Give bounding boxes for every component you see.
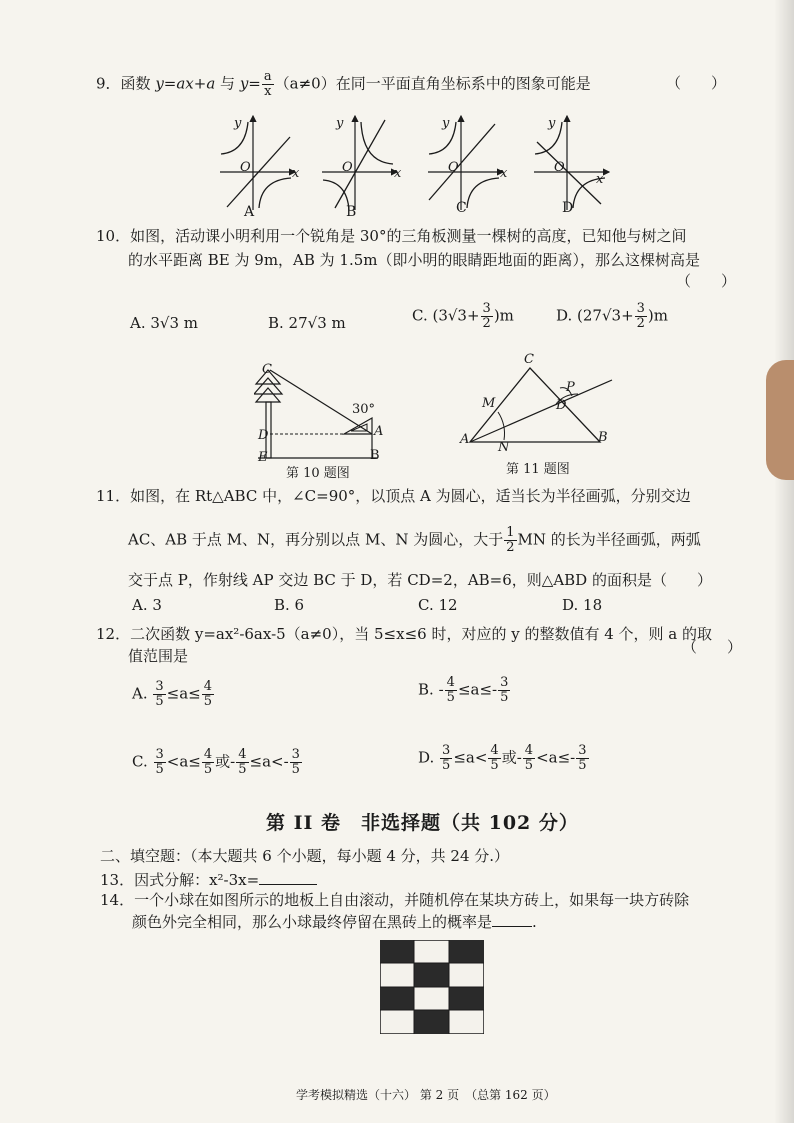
graph-c xyxy=(428,116,503,210)
fig10-point-a: A xyxy=(374,424,384,439)
q10-answer-paren: （ ） xyxy=(676,272,737,290)
graph-d-y-label: y xyxy=(548,116,556,131)
graph-c-y-label: y xyxy=(442,116,450,131)
graph-c-x-label: x xyxy=(500,166,508,181)
q10-option-d: D. (27√3+ $\frac{3}{2}$ )m xyxy=(556,301,668,331)
fig10-caption: 第 10 题图 xyxy=(286,466,350,481)
q11-line2: AC、AB 于点 M、N，再分别以点 M、N 为圆心，大于 $\frac{1}{2}$ MN 的长为半径画弧，两弧 xyxy=(128,525,701,555)
fig11-point-d: D xyxy=(556,398,567,413)
graph-c-label: C xyxy=(456,200,467,216)
fig11-point-p: P xyxy=(566,380,575,395)
q11-line3: 交于点 P，作射线 AP 交边 BC 于 D，若 CD=2，AB=6，则△ABD 的面积是（ ） xyxy=(128,571,712,589)
graph-b-y-label: y xyxy=(336,116,344,131)
graph-d-label: D xyxy=(562,200,574,216)
fig10-point-d: D xyxy=(258,428,269,443)
fig11-point-m: M xyxy=(482,396,496,411)
graph-d-origin: O xyxy=(554,160,565,175)
graph-b-origin: O xyxy=(342,160,353,175)
graph-d xyxy=(534,116,609,210)
q11-option-b: B. 6 xyxy=(274,596,305,614)
q9-stem: 9．函数 y=ax+a 与 y= $\frac{a}{x}$ （a≠0）在同一平面直角坐标系中的图象可能是 xyxy=(96,69,591,99)
page-edge-shadow xyxy=(774,0,794,1123)
q12-option-d: D. $\frac{3}{5}$ ≤a< $\frac{4}{5}$ 或- $\frac{4}{5}$ <a≤- $\frac{3}{5}$ xyxy=(418,743,587,773)
q10-line2: 的水平距离 BE 为 9m，AB 为 1.5m（即小明的眼睛距地面的距离），那么这棵树高是 xyxy=(128,251,701,269)
fig10-point-e: E xyxy=(258,450,268,465)
q10-option-c: C. (3√3+ $\frac{3}{2}$ )m xyxy=(412,301,514,331)
graph-b xyxy=(322,116,397,210)
q12-option-c: C. $\frac{3}{5}$ <a≤ $\frac{4}{5}$ 或- $\frac{4}{5}$ ≤a<- $\frac{3}{5}$ xyxy=(132,747,300,777)
graph-a-x-label: x xyxy=(292,166,300,181)
q13-answer-blank[interactable] xyxy=(259,870,317,885)
graph-a-label: A xyxy=(244,204,255,220)
q13: 13．因式分解：x²-3x= xyxy=(100,870,317,890)
q12-line2: 值范围是 xyxy=(128,647,189,665)
q14-line2: 颜色外完全相同，那么小球最终停留在黑砖上的概率是 . xyxy=(132,913,537,931)
graph-a-origin: O xyxy=(240,160,251,175)
q14-answer-blank[interactable] xyxy=(492,912,532,927)
q9-answer-paren: （ ） xyxy=(666,74,727,92)
q12-option-a: A. $\frac{3}{5}$ ≤a≤ $\frac{4}{5}$ xyxy=(132,679,213,709)
q10-option-b: B. 27√3 m xyxy=(268,314,346,332)
q10-line1: 10．如图，活动课小明利用一个锐角是 30°的三角板测量一棵树的高度，已知他与树之间 xyxy=(96,227,687,245)
fig11-point-a: A xyxy=(460,432,470,447)
fig10-point-b: B xyxy=(370,448,380,463)
fig10-point-c: C xyxy=(262,362,272,377)
graph-d-x-label: x xyxy=(596,172,604,187)
page-footer: 学考模拟精选（十六） 第 2 页 （总第 162 页） xyxy=(296,1088,556,1102)
fig10-angle-label: 30° xyxy=(352,402,376,417)
q12-option-b: B. - $\frac{4}{5}$ ≤a≤- $\frac{3}{5}$ xyxy=(418,675,509,705)
fig11-caption: 第 11 题图 xyxy=(506,462,570,477)
thumb-edge xyxy=(766,360,794,480)
q14-tile-floor xyxy=(380,940,484,1034)
fig11-point-c: C xyxy=(524,352,534,367)
graph-c-origin: O xyxy=(448,160,459,175)
q14-line1: 14．一个小球在如图所示的地板上自由滚动，并随机停在某块方砖上，如果每一块方砖除 xyxy=(100,891,690,909)
graph-a-y-label: y xyxy=(234,116,242,131)
fill-in-heading: 二、填空题：（本大题共 6 个小题，每小题 4 分，共 24 分.） xyxy=(100,847,510,865)
q11-option-c: C. 12 xyxy=(418,596,458,614)
graph-b-x-label: x xyxy=(394,166,402,181)
fig11-point-n: N xyxy=(498,440,510,455)
q12-answer-paren: （ ） xyxy=(682,638,743,656)
q11-line1: 11．如图，在 Rt△ABC 中，∠C=90°，以顶点 A 为圆心，适当长为半径画弧，分别交边 xyxy=(96,487,691,505)
q11-option-d: D. 18 xyxy=(562,596,603,614)
q11-option-a: A. 3 xyxy=(132,596,162,614)
section-2-title: 第 II 卷 非选择题（共 102 分） xyxy=(266,812,579,834)
fig11-point-b: B xyxy=(598,430,608,445)
graph-b-label: B xyxy=(346,204,357,220)
graph-a xyxy=(220,116,295,210)
q10-option-a: A. 3√3 m xyxy=(130,314,199,332)
q12-line1: 12．二次函数 y=ax²-6ax-5（a≠0），当 5≤x≤6 时，对应的 y 的整数值有 4 个，则 a 的取 xyxy=(96,625,713,643)
